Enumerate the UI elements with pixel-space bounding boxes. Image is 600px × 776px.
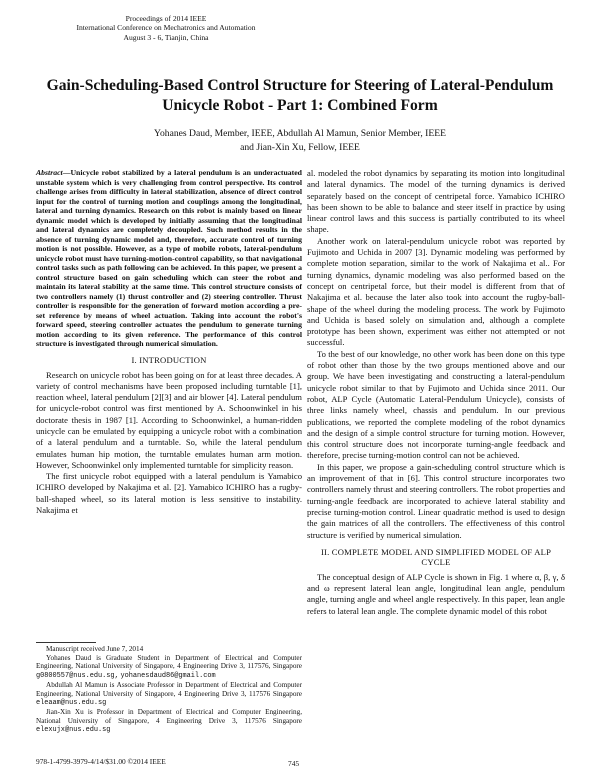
abstract-text: —Unicycle robot stabilized by a lateral pendulum is an underactuated unstable system which is very challenging from control perspective. Its control challenge arises from difficulty in lateral stabilization, absence of direct control input for the control of turning motion and couplings among the longitudinal, lateral and turning dynamics. Research on this robot is mainly based on linear dynamic model which is developed by initially assuming that the longitudinal and lateral dynamics are completely decoupled. Such method results in the absence of turning dynamic model and, therefore, accurate control of turning motion is not possible. However, as a type of mobile robots, lateral-pendulum unicycle robot must have turning-motion-control capability, so that navigational control tasks such as path following can be achieved. In this paper, we present a control structure based on gain scheduling which can steer the robot and maintain its lateral stability at the same time. This control structure consists of two controllers namely (1) thrust controller and (2) steering controller. Thrust controller is responsible for the generation of forward motion according a pre-set reference by means of wheel actuation. Taking into account the robot's forward speed, steering controller actuates the pendulum to generate turning motion according to its given reference. The performance of this control structure is investigated through numerical simulation. bbox=[36, 168, 302, 348]
conference-header bbox=[36, 14, 296, 42]
paragraph: Another work on lateral-pendulum unicycle robot was reported by Fujimoto and Uchida in 2007 [3]. Dynamic modeling was performed by complete motion separation, similar to the work of Nakajima et al.. For turning dynamics, dynamic modeling was also performed based on the concept on centripetal force, but their model is different from that of Nakajima et al. because the later also took into account the rugby-ball-shape of the wheel during the modeling process. The work by Fujimoto and Uchida is based solely on simulation and, although a complete prototype has been shown, experiment was either not attempted or not successful. bbox=[307, 235, 565, 348]
footnotes bbox=[36, 642, 302, 735]
paragraph: al. modeled the robot dynamics by separating its motion into longitudinal and lateral dynamics. The model of the turning dynamics is derived separately based on the concept of centripetal force. Yamabico ICHIRO has been shown to be able to balance and steer itself in practice by using linear control laws and this success is partially contributed to its wheel shape. bbox=[307, 168, 565, 235]
left-column bbox=[36, 168, 302, 516]
paragraph: To the best of our knowledge, no other work has been done on this type of robot other than those by the two groups mentioned above and our group. We have been investigating and constructing a lateral-pendulum unicycle robot similar to that by Fujimoto and Uchida since 2011. Our robot, ALP Cycle (Automatic Lateral-Pendulum Unicycle), consists of three links namely wheel, chassis and pendulum. In our previous publications, we reported the complete modeling of the robot dynamics and the design of a simple control structure for turning motion. However, this control structure does not incorporate turning-angle feedback and therefore, precise turning-motion control can not be achieved. bbox=[307, 348, 565, 461]
isbn-footer: 978-1-4799-3979-4/14/$31.00 ©2014 IEEE bbox=[36, 757, 166, 766]
author-2-email[interactable]: eleaam@nus.edu.sg bbox=[36, 699, 107, 708]
paragraph: The first unicycle robot equipped with a lateral pendulum is Yamabico ICHIRO developed by Nakajima et al. [2]. Yamabico ICHIRO has a rugby-ball-shaped wheel, so its lateral motion is less sensitive to instability. Nakajima et bbox=[36, 471, 302, 516]
footnote-author-1: Yohanes Daud is Graduate Student in Department of Electrical and Computer Engineering, National University of Singapore, 4 Engineering Drive 3, 117576, Singapore g0800557@nus.edu.sg, yohanesdaud86@gmail.com bbox=[36, 653, 302, 681]
abstract bbox=[36, 168, 302, 349]
footnote-author-3: Jian-Xin Xu is Professor in Department of Electrical and Computer Engineering, National University of Singapore, 4 Engineering Drive 3, 117576 Singapore elexujx@nus.edu.sg bbox=[36, 707, 302, 735]
page-number: 745 bbox=[288, 759, 300, 768]
footnote-divider bbox=[36, 642, 96, 643]
author-3-email[interactable]: elexujx@nus.edu.sg bbox=[36, 726, 111, 735]
author-list bbox=[60, 127, 540, 155]
footnote-author-2: Abdullah Al Mamun is Associate Professor in Department of Electrical and Computer Engineering, National University of Singapore, 4 Engineering Drive 3, 117576 Singapore eleaam@nus.edu.sg bbox=[36, 680, 302, 708]
right-column bbox=[307, 168, 565, 617]
paragraph: In this paper, we propose a gain-scheduling control structure which is an improvement of that in [6]. This control structure incorporates two controllers namely thrust and steering controllers. The robot properties and turning-angle feedback are incorporated to achieve lateral stability and precise turning-motion control. Linear quadratic method is used to design the gain matrices of all the controllers. The effectiveness of this control structure is verified by numerical simulation. bbox=[307, 461, 565, 540]
paragraph: The conceptual design of ALP Cycle is shown in Fig. 1 where α, β, γ, δ and ω represent lateral lean angle, longitudinal lean angle, pendulum angle, turning angle and wheel angle respectively. In this paper, lean angle refers to lateral lean angle. The complete dynamic model of this robot bbox=[307, 571, 565, 616]
conference-line: August 3 - 6, Tianjin, China bbox=[123, 32, 209, 42]
author-1-alt-email[interactable]: yohanesdaud86@gmail.com bbox=[120, 672, 216, 681]
section-heading-model: II. COMPLETE MODEL AND SIMPLIFIED MODEL OF ALP CYCLE bbox=[320, 546, 552, 567]
paragraph: Research on unicycle robot has been going on for at least three decades. A variety of control mechanisms have been proposed including turntable [1], reaction wheel, lateral pendulum [2][3] and air blower [4]. Lateral pendulum for unicycle-robot control was first mentioned by A. Schoonwinkel in his doctorate thesis in 1987 [1]. According to Schoonwinkel, a human-ridden unicycle can be emulated by equipping a unicycle robot with a combination of a lateral pendulum and a turntable. So, while the lateral pendulum emulates human hip motion, the turntable emulates human arm motion. However, Schoonwinkel only implemented turntable for simplicity reason. bbox=[36, 369, 302, 470]
author-line: and Jian-Xin Xu, Fellow, IEEE bbox=[240, 142, 360, 153]
footnote-received: Manuscript received June 7, 2014 bbox=[46, 645, 144, 653]
abstract-label: Abstract bbox=[36, 168, 63, 177]
section-heading-introduction: I. INTRODUCTION bbox=[131, 354, 207, 365]
author-line: Yohanes Daud, Member, IEEE, Abdullah Al Mamun, Senior Member, IEEE bbox=[154, 128, 446, 139]
conference-line: Proceedings of 2014 IEEE bbox=[125, 14, 207, 23]
paper-title: Gain-Scheduling-Based Control Structure for Steering of Lateral-Pendulum Unicycle Robot - Part 1: Combined Form bbox=[46, 77, 554, 114]
author-1-email[interactable]: g0800557@nus.edu.sg, bbox=[36, 672, 119, 681]
conference-line: International Conference on Mechatronics and Automation bbox=[76, 23, 256, 33]
